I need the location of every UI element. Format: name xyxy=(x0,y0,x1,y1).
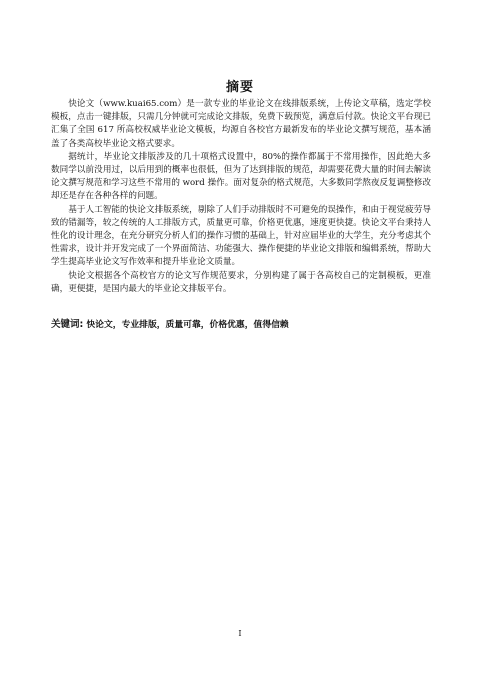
abstract-paragraph-3: 基于人工智能的快论文排版系统，剔除了人们手动排版时不可避免的误操作，和由于视觉疲劳导致的错漏等，较之传统的人工排版方式，质量更可靠，价格更优惠，速度更快捷。快论文平台秉持人性化的设计理念，在充分研究分析人们的操作习惯的基础上，针对应届毕业的大学生，充分考虑其个性需求，设计并开发完成了一个界面简洁、功能强大、操作便捷的毕业论文排版和编辑系统，帮助大学生提高毕业论文写作效率和提升毕业论文质量。 xyxy=(51,204,431,268)
abstract-body xyxy=(51,98,431,296)
abstract-paragraph-2: 据统计，毕业论文排版涉及的几十项格式设置中，80%的操作都属于不常用操作，因此绝大多数同学以前没用过，以后用到的概率也很低，但为了达到排版的规范，却需要花费大量的时间去解读论文撰写规范和学习这些不常用的 word 操作。面对复杂的格式规范，大多数同学熬夜反复调整修改却还是存在各种各样的问题。 xyxy=(51,151,431,202)
abstract-paragraph-1: 快论文（www.kuai65.com）是一款专业的毕业论文在线排版系统，上传论文草稿，选定学校模板，点击一键排版，只需几分钟就可完成论文排版，免费下载预览，满意后付款。快论文平台现已汇集了全国 617 所高校权威毕业论文模板，均源自各校官方最新发布的毕业论文撰写规范，基本涵盖了各类高校毕业论文格式要求。 xyxy=(51,99,431,149)
abstract-paragraph-4: 快论文根据各个高校官方的论文写作规范要求，分别构建了属于各高校自己的定制模板，更准确，更便捷，是国内最大的毕业论文排版平台。 xyxy=(51,270,431,294)
keywords-line xyxy=(51,316,431,330)
abstract-title: 摘要 xyxy=(225,80,254,95)
keywords-label: 关键词: xyxy=(51,319,84,330)
keywords-text: 快论文，专业排版，质量可靠，价格优惠，值得信赖 xyxy=(83,320,289,330)
page-number: I xyxy=(238,629,242,638)
